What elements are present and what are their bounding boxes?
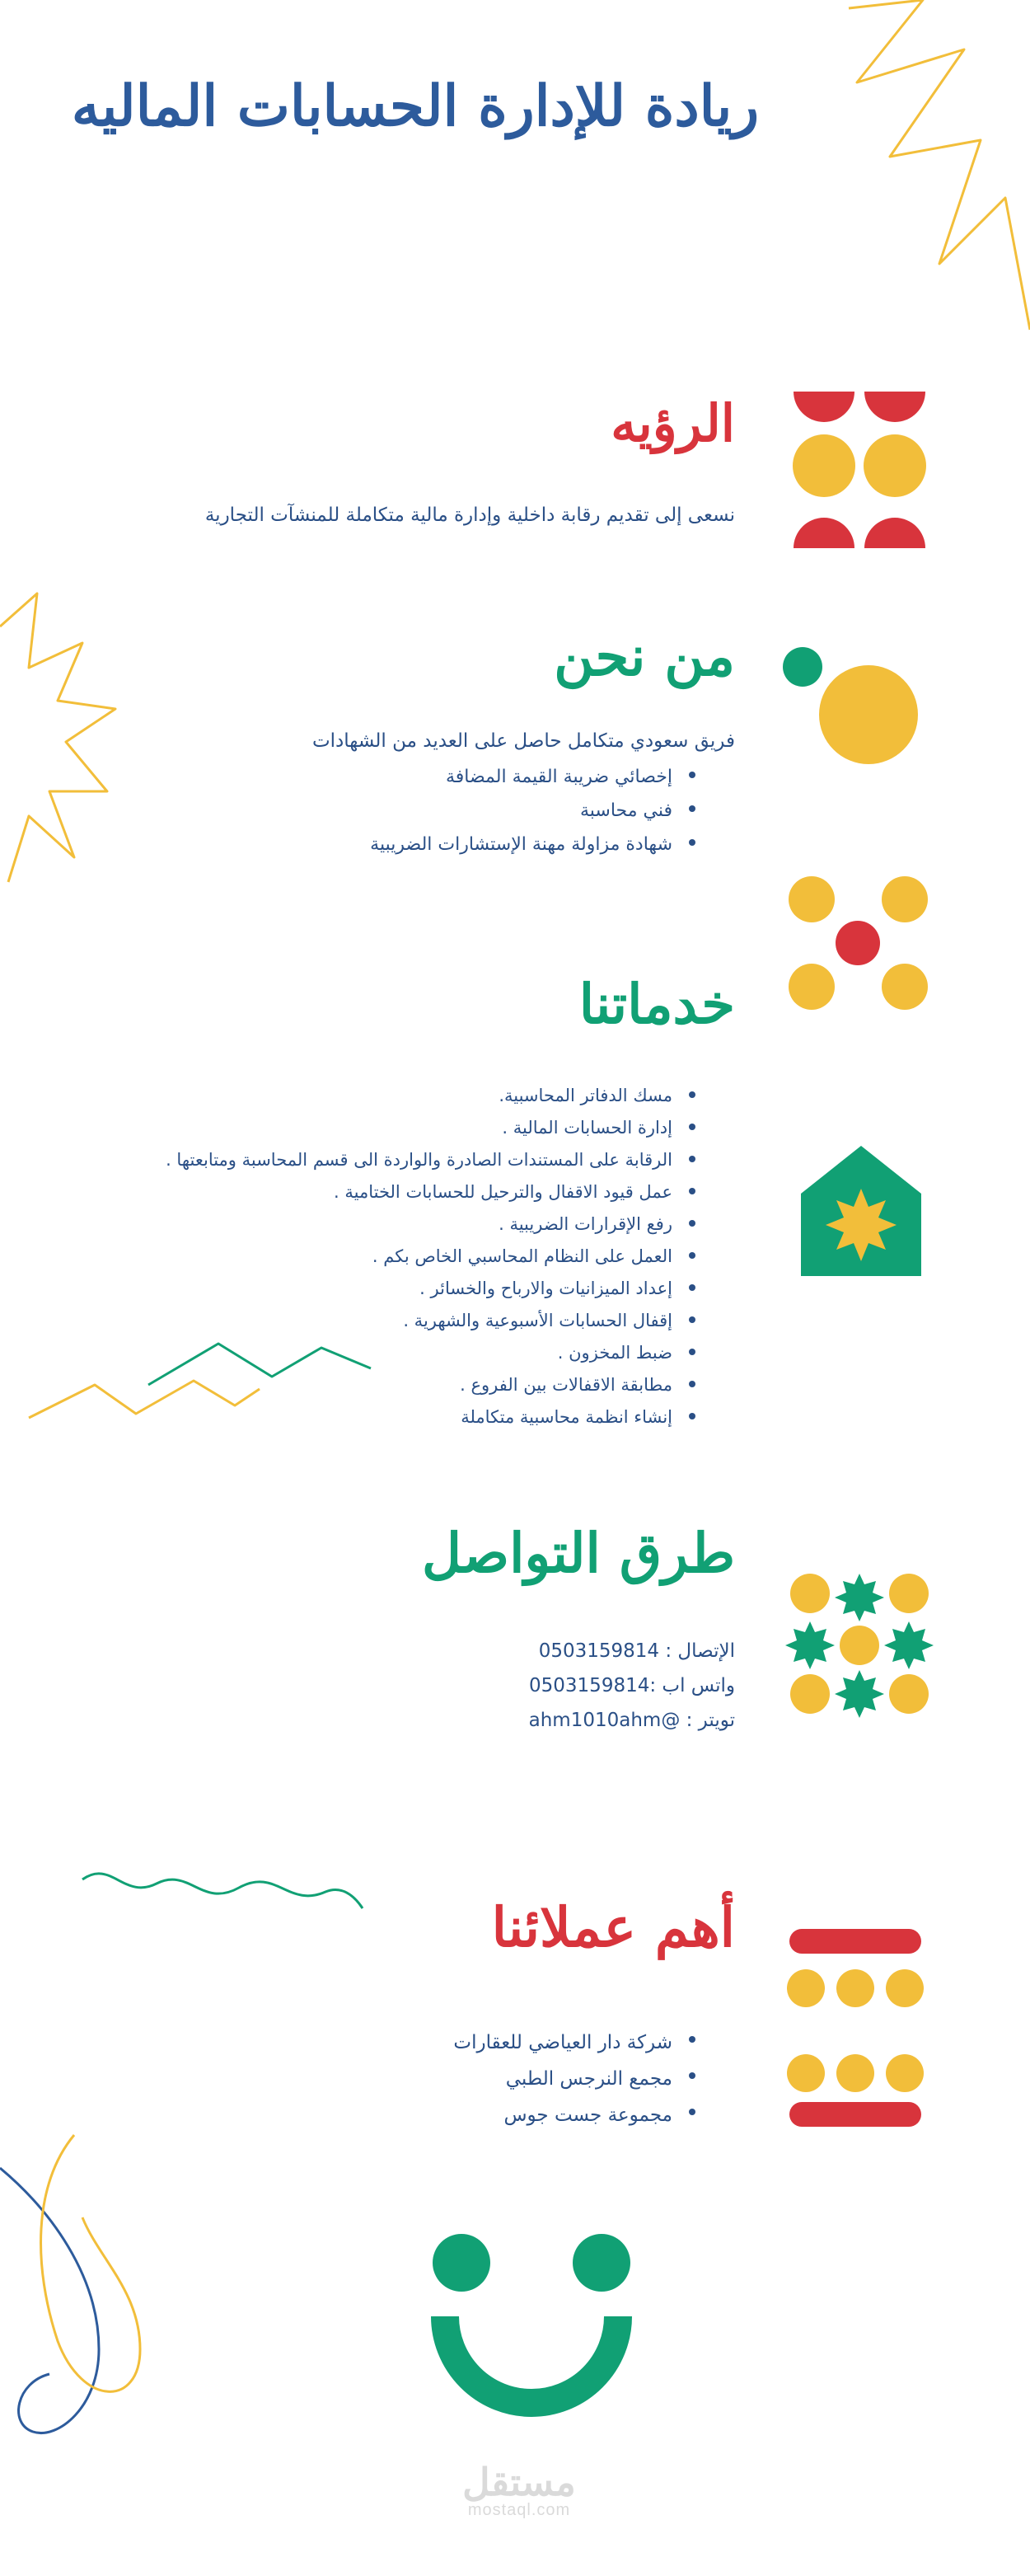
list-item: إدارة الحسابات المالية . xyxy=(166,1112,700,1144)
list-item: إنشاء انظمة محاسبية متكاملة xyxy=(166,1401,700,1433)
green-wave-line xyxy=(78,1859,367,1917)
services-list xyxy=(166,1080,700,1433)
smiley-face-icon xyxy=(428,2226,634,2415)
services-title: خدماتنا xyxy=(578,972,735,1036)
list-item: رفع الإقرارات الضريبية . xyxy=(166,1208,700,1241)
contact-twitter[interactable]: تويتر : @ahm1010ahm xyxy=(528,1710,735,1731)
red-bars-yellow-dots-icon xyxy=(783,1929,927,2135)
red-yellow-shapes-icon xyxy=(789,387,929,552)
yellow-starburst-left xyxy=(0,594,124,899)
clients-list xyxy=(453,2025,700,2133)
list-item: فني محاسبة xyxy=(370,794,700,828)
vision-text: نسعى إلى تقديم رقابة داخلية وإدارة مالية متكاملة للمنشآت التجارية xyxy=(204,504,735,526)
footer-logo-en: mostaql.com xyxy=(467,2501,571,2519)
green-yellow-dots-icon xyxy=(775,639,923,779)
about-list xyxy=(370,760,700,861)
vision-title: الرؤيه xyxy=(611,393,735,453)
list-item: ضبط المخزون . xyxy=(166,1337,700,1369)
list-item: عمل قيود الاقفال والترحيل للحسابات الختامية . xyxy=(166,1176,700,1208)
list-item: العمل على النظام المحاسبي الخاص بكم . xyxy=(166,1241,700,1273)
list-item: شهادة مزاولة مهنة الإستشارات الضريبية xyxy=(370,828,700,861)
contact-title: طرق التواصل xyxy=(422,1521,735,1585)
list-item: إقفال الحسابات الأسبوعية والشهرية . xyxy=(166,1305,700,1337)
looping-lines-bottom-left xyxy=(0,2135,165,2448)
house-star-icon xyxy=(799,1146,923,1278)
yellow-zigzag-top-right xyxy=(832,0,1030,346)
about-intro: فريق سعودي متكامل حاصل على العديد من الشهادات xyxy=(311,730,735,752)
list-item: مجموعة جست جوس xyxy=(453,2097,700,2133)
footer-logo xyxy=(453,2460,585,2520)
contact-whatsapp[interactable]: واتس اب :0503159814 xyxy=(529,1675,735,1696)
page-title: ريادة للإدارة الحسابات الماليه xyxy=(71,73,760,139)
yellow-red-dots-icon xyxy=(787,875,935,1016)
stars-dots-grid-icon xyxy=(787,1570,935,1719)
footer-logo-ar: مستقل xyxy=(462,2460,576,2504)
list-item: إخصائي ضريبة القيمة المضافة xyxy=(370,760,700,794)
list-item: شركة دار العياضي للعقارات xyxy=(453,2025,700,2061)
about-title: من نحن xyxy=(554,624,735,688)
contact-phone[interactable]: الإتصال : 0503159814 xyxy=(538,1640,735,1662)
list-item: مجمع النرجس الطبي xyxy=(453,2061,700,2097)
list-item: إعداد الميزانيات والارباح والخسائر . xyxy=(166,1273,700,1305)
list-item: مطابقة الاقفالات بين الفروع . xyxy=(166,1369,700,1401)
list-item: الرقابة على المستندات الصادرة والواردة الى قسم المحاسبة ومتابعتها . xyxy=(166,1144,700,1176)
clients-title: أهم عملائنا xyxy=(491,1895,735,1959)
list-item: مسك الدفاتر المحاسبية. xyxy=(166,1080,700,1112)
